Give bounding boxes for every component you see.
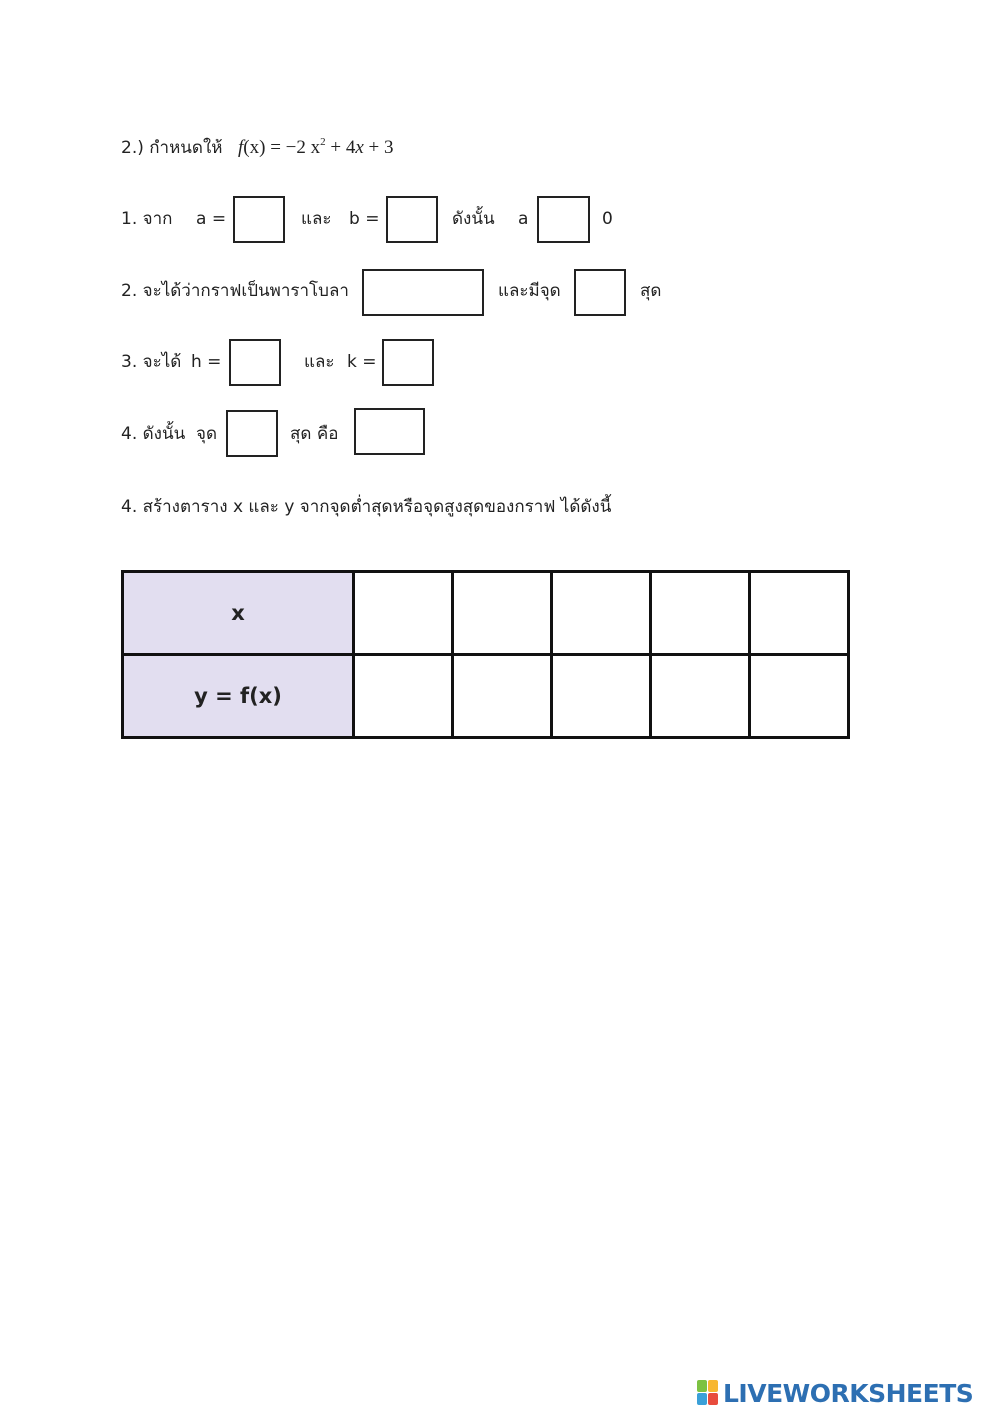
liveworksheets-logo [697, 1378, 973, 1408]
line2-suffix: สุด [640, 281, 662, 301]
row-header-x: x [123, 572, 354, 655]
a-label-2: a [518, 209, 529, 229]
y-cell-1[interactable] [354, 655, 453, 738]
and-point-label: และมีจุด [498, 281, 561, 301]
answer-box-k[interactable] [382, 339, 434, 386]
k-label: k = [347, 352, 377, 372]
x-cell-2[interactable] [453, 572, 552, 655]
answer-box-point-type[interactable] [574, 269, 626, 316]
line4-prefix: 4. ดังนั้น [121, 424, 186, 444]
answer-box-h[interactable] [229, 339, 281, 386]
a-label: a = [196, 209, 227, 229]
formula-arg: (x) [243, 137, 266, 158]
therefore-label: ดังนั้น [452, 209, 495, 229]
x-cell-5[interactable] [750, 572, 849, 655]
liveworksheets-logo-icon [697, 1380, 719, 1406]
y-cell-2[interactable] [453, 655, 552, 738]
point-label: จุด [196, 424, 218, 444]
formula-part2: + 4 [325, 137, 356, 158]
answer-box-parabola-direction[interactable] [362, 269, 484, 316]
formula-part3: + 3 [363, 137, 394, 158]
formula-fn: f [238, 137, 244, 158]
answer-box-b[interactable] [386, 196, 438, 243]
formula-var: x [355, 137, 364, 158]
zero-label: 0 [602, 209, 613, 229]
x-cell-3[interactable] [552, 572, 651, 655]
answer-box-vertex-type[interactable] [226, 410, 278, 457]
x-cell-1[interactable] [354, 572, 453, 655]
x-cell-4[interactable] [651, 572, 750, 655]
table-row-x [123, 572, 849, 655]
line3-prefix: 3. จะได้ [121, 352, 182, 372]
h-label: h = [191, 352, 222, 372]
line4-suffix: สุด คือ [290, 424, 339, 444]
table-row-y [123, 655, 849, 738]
line2-prefix: 2. จะได้ว่ากราฟเป็นพาราโบลา [121, 281, 349, 301]
table-instruction: 4. สร้างตาราง x และ y จากจุดต่ำสุดหรือจุดสูงสุดของกราฟ ได้ดังนี้ [121, 497, 612, 517]
and-label-2: และ [304, 352, 335, 372]
y-cell-3[interactable] [552, 655, 651, 738]
b-label: b = [349, 209, 380, 229]
y-cell-5[interactable] [750, 655, 849, 738]
brand-name: LIVEWORKSHEETS [723, 1378, 974, 1408]
and-label-1: และ [301, 209, 332, 229]
formula-exponent: 2 [320, 136, 326, 148]
question-label: 2.) กำหนดให้ [121, 138, 223, 158]
line1-prefix: 1. จาก [121, 209, 173, 229]
answer-box-a[interactable] [233, 196, 285, 243]
answer-box-vertex[interactable] [354, 408, 425, 455]
row-header-y: y = f(x) [123, 655, 354, 738]
xy-table [121, 570, 850, 739]
function-formula [238, 136, 394, 159]
y-cell-4[interactable] [651, 655, 750, 738]
answer-box-sign[interactable] [537, 196, 590, 243]
formula-part1: = −2 x [265, 137, 321, 158]
